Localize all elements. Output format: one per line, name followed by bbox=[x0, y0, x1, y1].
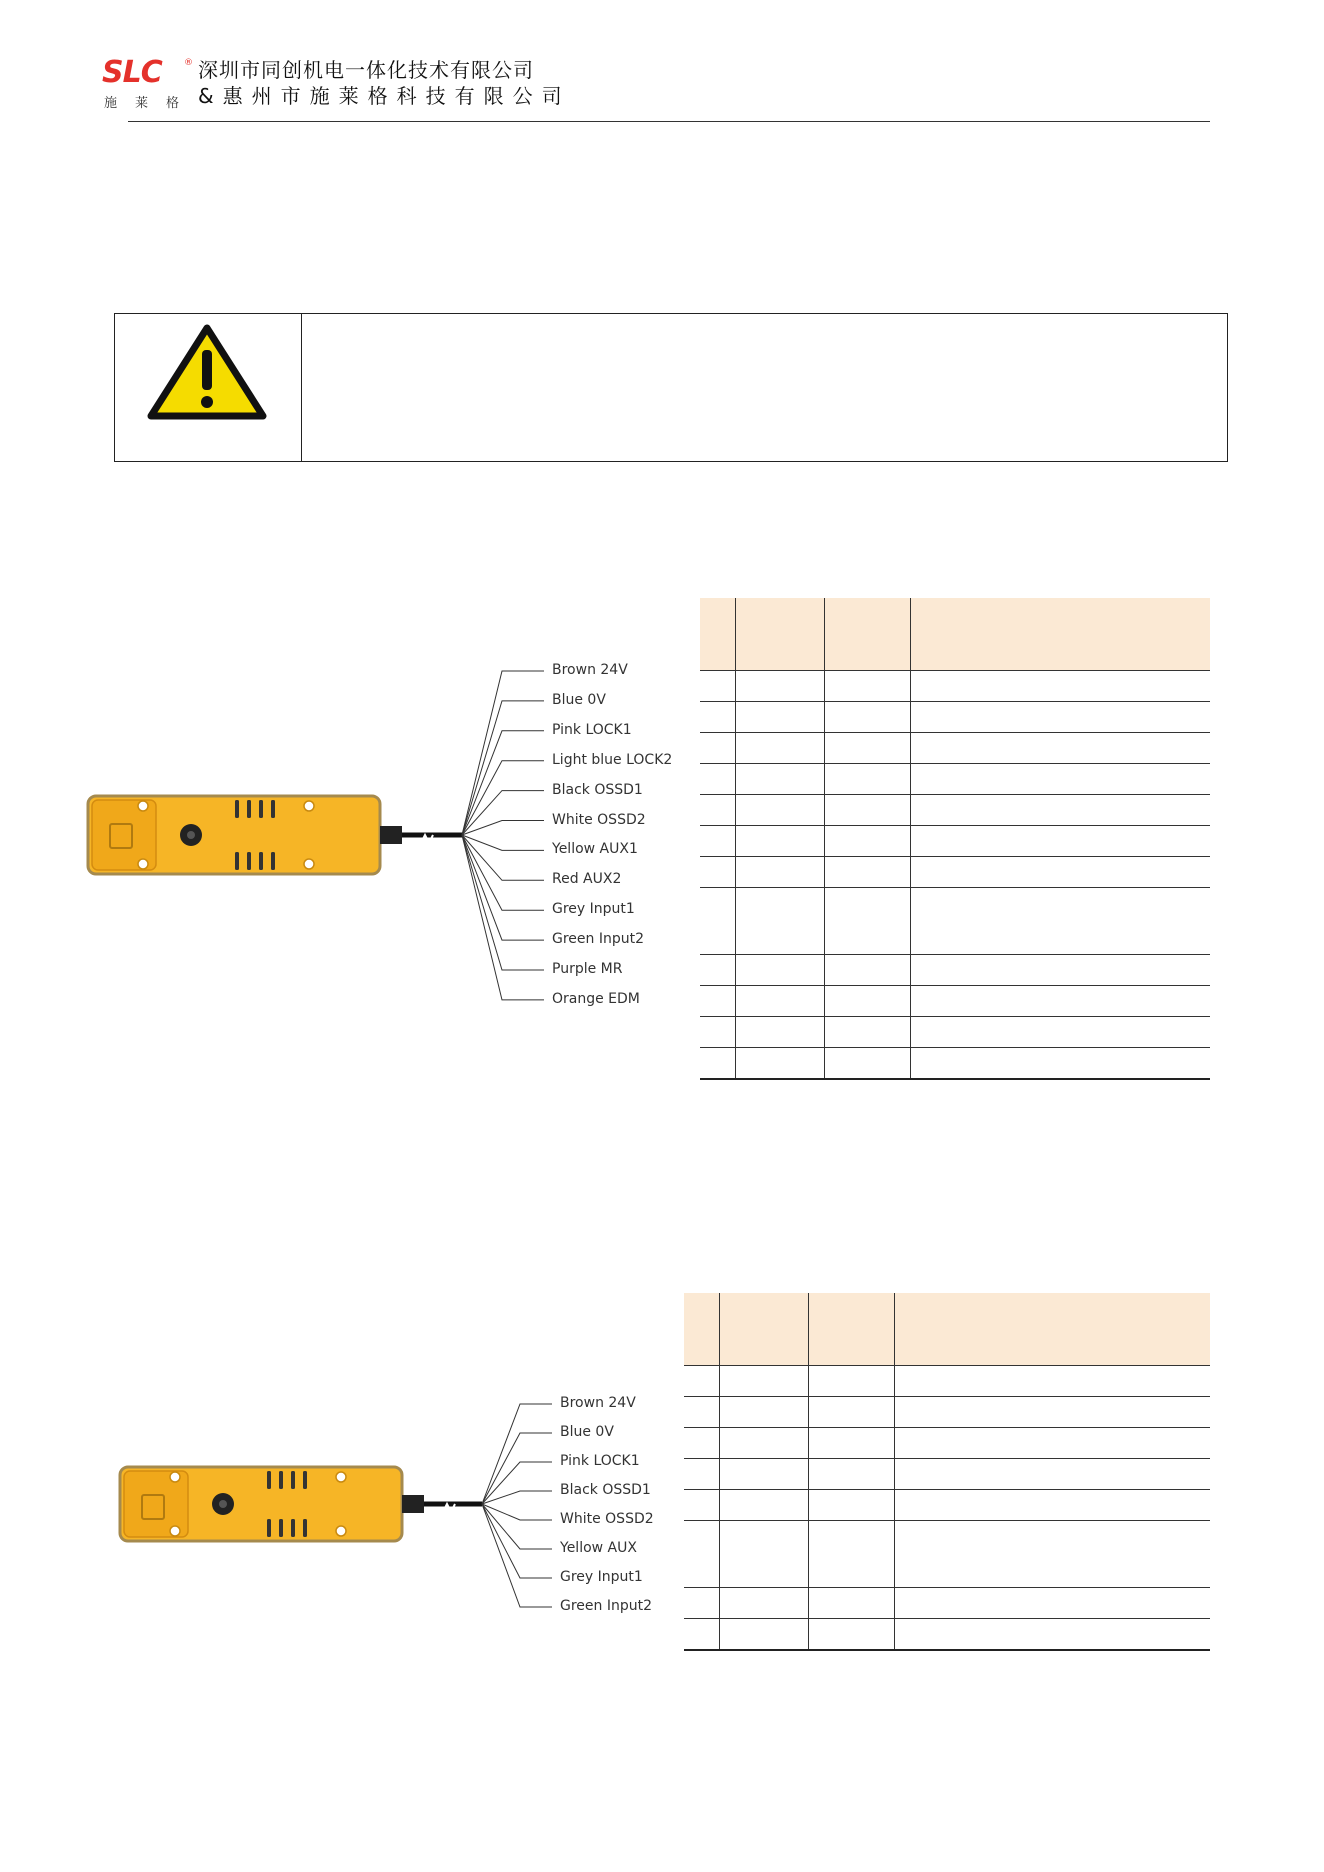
table-cell bbox=[824, 1048, 910, 1079]
wire-line bbox=[482, 1504, 552, 1578]
table-cell bbox=[700, 1017, 735, 1048]
wire-line bbox=[462, 835, 544, 970]
table-header-cell bbox=[700, 598, 735, 671]
table-cell bbox=[684, 1459, 719, 1490]
wire-label: Black OSSD1 bbox=[552, 781, 643, 798]
table-cell bbox=[808, 1428, 894, 1459]
table-cell bbox=[824, 955, 910, 986]
table-cell bbox=[719, 1619, 808, 1650]
wire-line bbox=[462, 835, 544, 910]
table-cell bbox=[684, 1397, 719, 1428]
table-cell bbox=[700, 986, 735, 1017]
table-cell bbox=[700, 702, 735, 733]
wire-label: Grey Input1 bbox=[560, 1569, 643, 1585]
table-row bbox=[700, 955, 1210, 986]
table-cell bbox=[684, 1490, 719, 1521]
company-logo bbox=[102, 55, 198, 111]
table-cell bbox=[700, 955, 735, 986]
table-cell bbox=[910, 702, 1210, 733]
switch-body bbox=[120, 1467, 402, 1541]
table-cell bbox=[910, 888, 1210, 955]
table-cell bbox=[719, 1428, 808, 1459]
table-header-cell bbox=[735, 598, 824, 671]
table-cell bbox=[824, 671, 910, 702]
wire-label: Yellow AUX bbox=[560, 1540, 637, 1556]
wire-label: Green Input2 bbox=[552, 931, 645, 948]
table-cell bbox=[735, 733, 824, 764]
table-cell bbox=[700, 888, 735, 955]
table-cell bbox=[910, 795, 1210, 826]
table-cell bbox=[824, 795, 910, 826]
logo-mark: SLC bbox=[102, 55, 162, 90]
table-cell bbox=[700, 857, 735, 888]
wire-label: Blue 0V bbox=[552, 691, 606, 708]
table-cell bbox=[735, 888, 824, 955]
table-row bbox=[684, 1459, 1210, 1490]
table-header-cell bbox=[719, 1293, 808, 1366]
wire-line bbox=[482, 1462, 552, 1504]
table-cell bbox=[684, 1619, 719, 1650]
pinout-table-2 bbox=[684, 1293, 1210, 1651]
switch-body bbox=[88, 796, 380, 874]
table-cell bbox=[719, 1397, 808, 1428]
table-cell bbox=[808, 1619, 894, 1650]
wire-line bbox=[462, 761, 544, 835]
company-name-line-1: 深圳市同创机电一体化技术有限公司 bbox=[198, 58, 534, 82]
wire-line bbox=[462, 731, 544, 835]
wire-label: Grey Input1 bbox=[552, 901, 635, 918]
table-cell bbox=[910, 733, 1210, 764]
wire-line bbox=[482, 1504, 552, 1520]
table-cell bbox=[824, 764, 910, 795]
table-cell bbox=[824, 733, 910, 764]
table-header-cell bbox=[808, 1293, 894, 1366]
wire-line bbox=[462, 701, 544, 835]
table-row bbox=[684, 1428, 1210, 1459]
table-cell bbox=[735, 857, 824, 888]
table-cell bbox=[894, 1428, 1210, 1459]
wire-line bbox=[482, 1404, 552, 1504]
wire-line bbox=[462, 671, 544, 835]
table-header-cell bbox=[824, 598, 910, 671]
table-header-cell bbox=[910, 598, 1210, 671]
table-row bbox=[700, 733, 1210, 764]
table-row bbox=[684, 1588, 1210, 1619]
table-cell bbox=[735, 795, 824, 826]
table-row bbox=[700, 764, 1210, 795]
table-row bbox=[684, 1490, 1210, 1521]
table-row bbox=[700, 888, 1210, 955]
table-cell bbox=[684, 1366, 719, 1397]
table-cell bbox=[824, 857, 910, 888]
table-row bbox=[700, 986, 1210, 1017]
wire-label: Black OSSD1 bbox=[560, 1482, 651, 1498]
table-cell bbox=[808, 1366, 894, 1397]
table-cell bbox=[808, 1588, 894, 1619]
table-cell bbox=[700, 671, 735, 702]
wire-line bbox=[462, 791, 544, 835]
table-cell bbox=[719, 1459, 808, 1490]
table-row bbox=[684, 1397, 1210, 1428]
warning-icon-cell bbox=[115, 314, 302, 461]
wire-label: Orange EDM bbox=[552, 990, 640, 1007]
table-cell bbox=[910, 1048, 1210, 1079]
table-cell bbox=[719, 1521, 808, 1588]
table-cell bbox=[684, 1588, 719, 1619]
table-cell bbox=[735, 1017, 824, 1048]
wire-line bbox=[462, 835, 544, 1000]
table-cell bbox=[910, 671, 1210, 702]
wire-line bbox=[462, 835, 544, 880]
table-cell bbox=[824, 702, 910, 733]
table-cell bbox=[735, 986, 824, 1017]
table-row bbox=[700, 671, 1210, 702]
registered-mark: ® bbox=[184, 58, 193, 68]
wire-label: Yellow AUX1 bbox=[552, 841, 638, 858]
table-cell bbox=[894, 1619, 1210, 1650]
wire-line bbox=[462, 821, 544, 836]
table-cell bbox=[808, 1490, 894, 1521]
table-cell bbox=[910, 986, 1210, 1017]
wire-label: Brown 24V bbox=[552, 662, 628, 678]
wire-label: Red AUX2 bbox=[552, 871, 622, 888]
table-cell bbox=[684, 1428, 719, 1459]
table-cell bbox=[735, 671, 824, 702]
wire-line bbox=[482, 1491, 552, 1504]
company-name-line-2: &惠州市施莱格科技有限公司 bbox=[198, 84, 571, 108]
logo-chinese-name: 施莱格 bbox=[104, 96, 198, 111]
table-cell bbox=[910, 857, 1210, 888]
table-header-cell bbox=[684, 1293, 719, 1366]
table-cell bbox=[808, 1521, 894, 1588]
pinout-table-1 bbox=[700, 598, 1210, 1080]
table-cell bbox=[894, 1490, 1210, 1521]
wire-label: Light blue LOCK2 bbox=[552, 751, 673, 768]
table-cell bbox=[700, 764, 735, 795]
table-row bbox=[700, 795, 1210, 826]
wire-line bbox=[462, 835, 544, 940]
table-row bbox=[700, 1048, 1210, 1079]
table-row bbox=[700, 857, 1210, 888]
wire-label: White OSSD2 bbox=[552, 811, 646, 828]
table-cell bbox=[894, 1397, 1210, 1428]
wire-label: Brown 24V bbox=[560, 1395, 636, 1411]
table-row bbox=[684, 1521, 1210, 1588]
wire-line bbox=[462, 835, 544, 850]
table-cell bbox=[684, 1521, 719, 1588]
table-row bbox=[700, 1017, 1210, 1048]
table-cell bbox=[910, 826, 1210, 857]
table-cell bbox=[808, 1397, 894, 1428]
table-cell bbox=[808, 1459, 894, 1490]
table-cell bbox=[910, 1017, 1210, 1048]
wire-label: White OSSD2 bbox=[560, 1511, 654, 1527]
table-cell bbox=[894, 1459, 1210, 1490]
table-cell bbox=[910, 955, 1210, 986]
table-cell bbox=[894, 1521, 1210, 1588]
wire-label: Blue 0V bbox=[560, 1424, 614, 1440]
warning-text bbox=[315, 324, 1217, 451]
table-cell bbox=[824, 826, 910, 857]
wire-label: Pink LOCK1 bbox=[560, 1453, 640, 1469]
header-divider bbox=[128, 121, 1210, 122]
table-row bbox=[684, 1366, 1210, 1397]
table-cell bbox=[894, 1366, 1210, 1397]
table-row bbox=[684, 1619, 1210, 1650]
table-cell bbox=[824, 1017, 910, 1048]
wire-label: Purple MR bbox=[552, 961, 623, 977]
table-cell bbox=[735, 1048, 824, 1079]
table-cell bbox=[735, 702, 824, 733]
table-cell bbox=[700, 795, 735, 826]
table-cell bbox=[719, 1490, 808, 1521]
table-cell bbox=[700, 1048, 735, 1079]
table-row bbox=[700, 826, 1210, 857]
table-cell bbox=[824, 986, 910, 1017]
table-cell bbox=[700, 826, 735, 857]
wire-label: Green Input2 bbox=[560, 1598, 653, 1614]
table-cell bbox=[735, 826, 824, 857]
table-header-cell bbox=[894, 1293, 1210, 1366]
table-row bbox=[700, 702, 1210, 733]
table-cell bbox=[719, 1366, 808, 1397]
table-cell bbox=[719, 1588, 808, 1619]
wire-line bbox=[482, 1433, 552, 1504]
table-cell bbox=[735, 955, 824, 986]
table-cell bbox=[824, 888, 910, 955]
warning-triangle-icon bbox=[139, 322, 275, 422]
wire-line bbox=[482, 1504, 552, 1549]
wire-line bbox=[482, 1504, 552, 1607]
table-cell bbox=[700, 733, 735, 764]
wire-label: Pink LOCK1 bbox=[552, 721, 632, 738]
table-cell bbox=[735, 764, 824, 795]
table-cell bbox=[894, 1588, 1210, 1619]
table-cell bbox=[910, 764, 1210, 795]
warning-box bbox=[114, 313, 1228, 462]
